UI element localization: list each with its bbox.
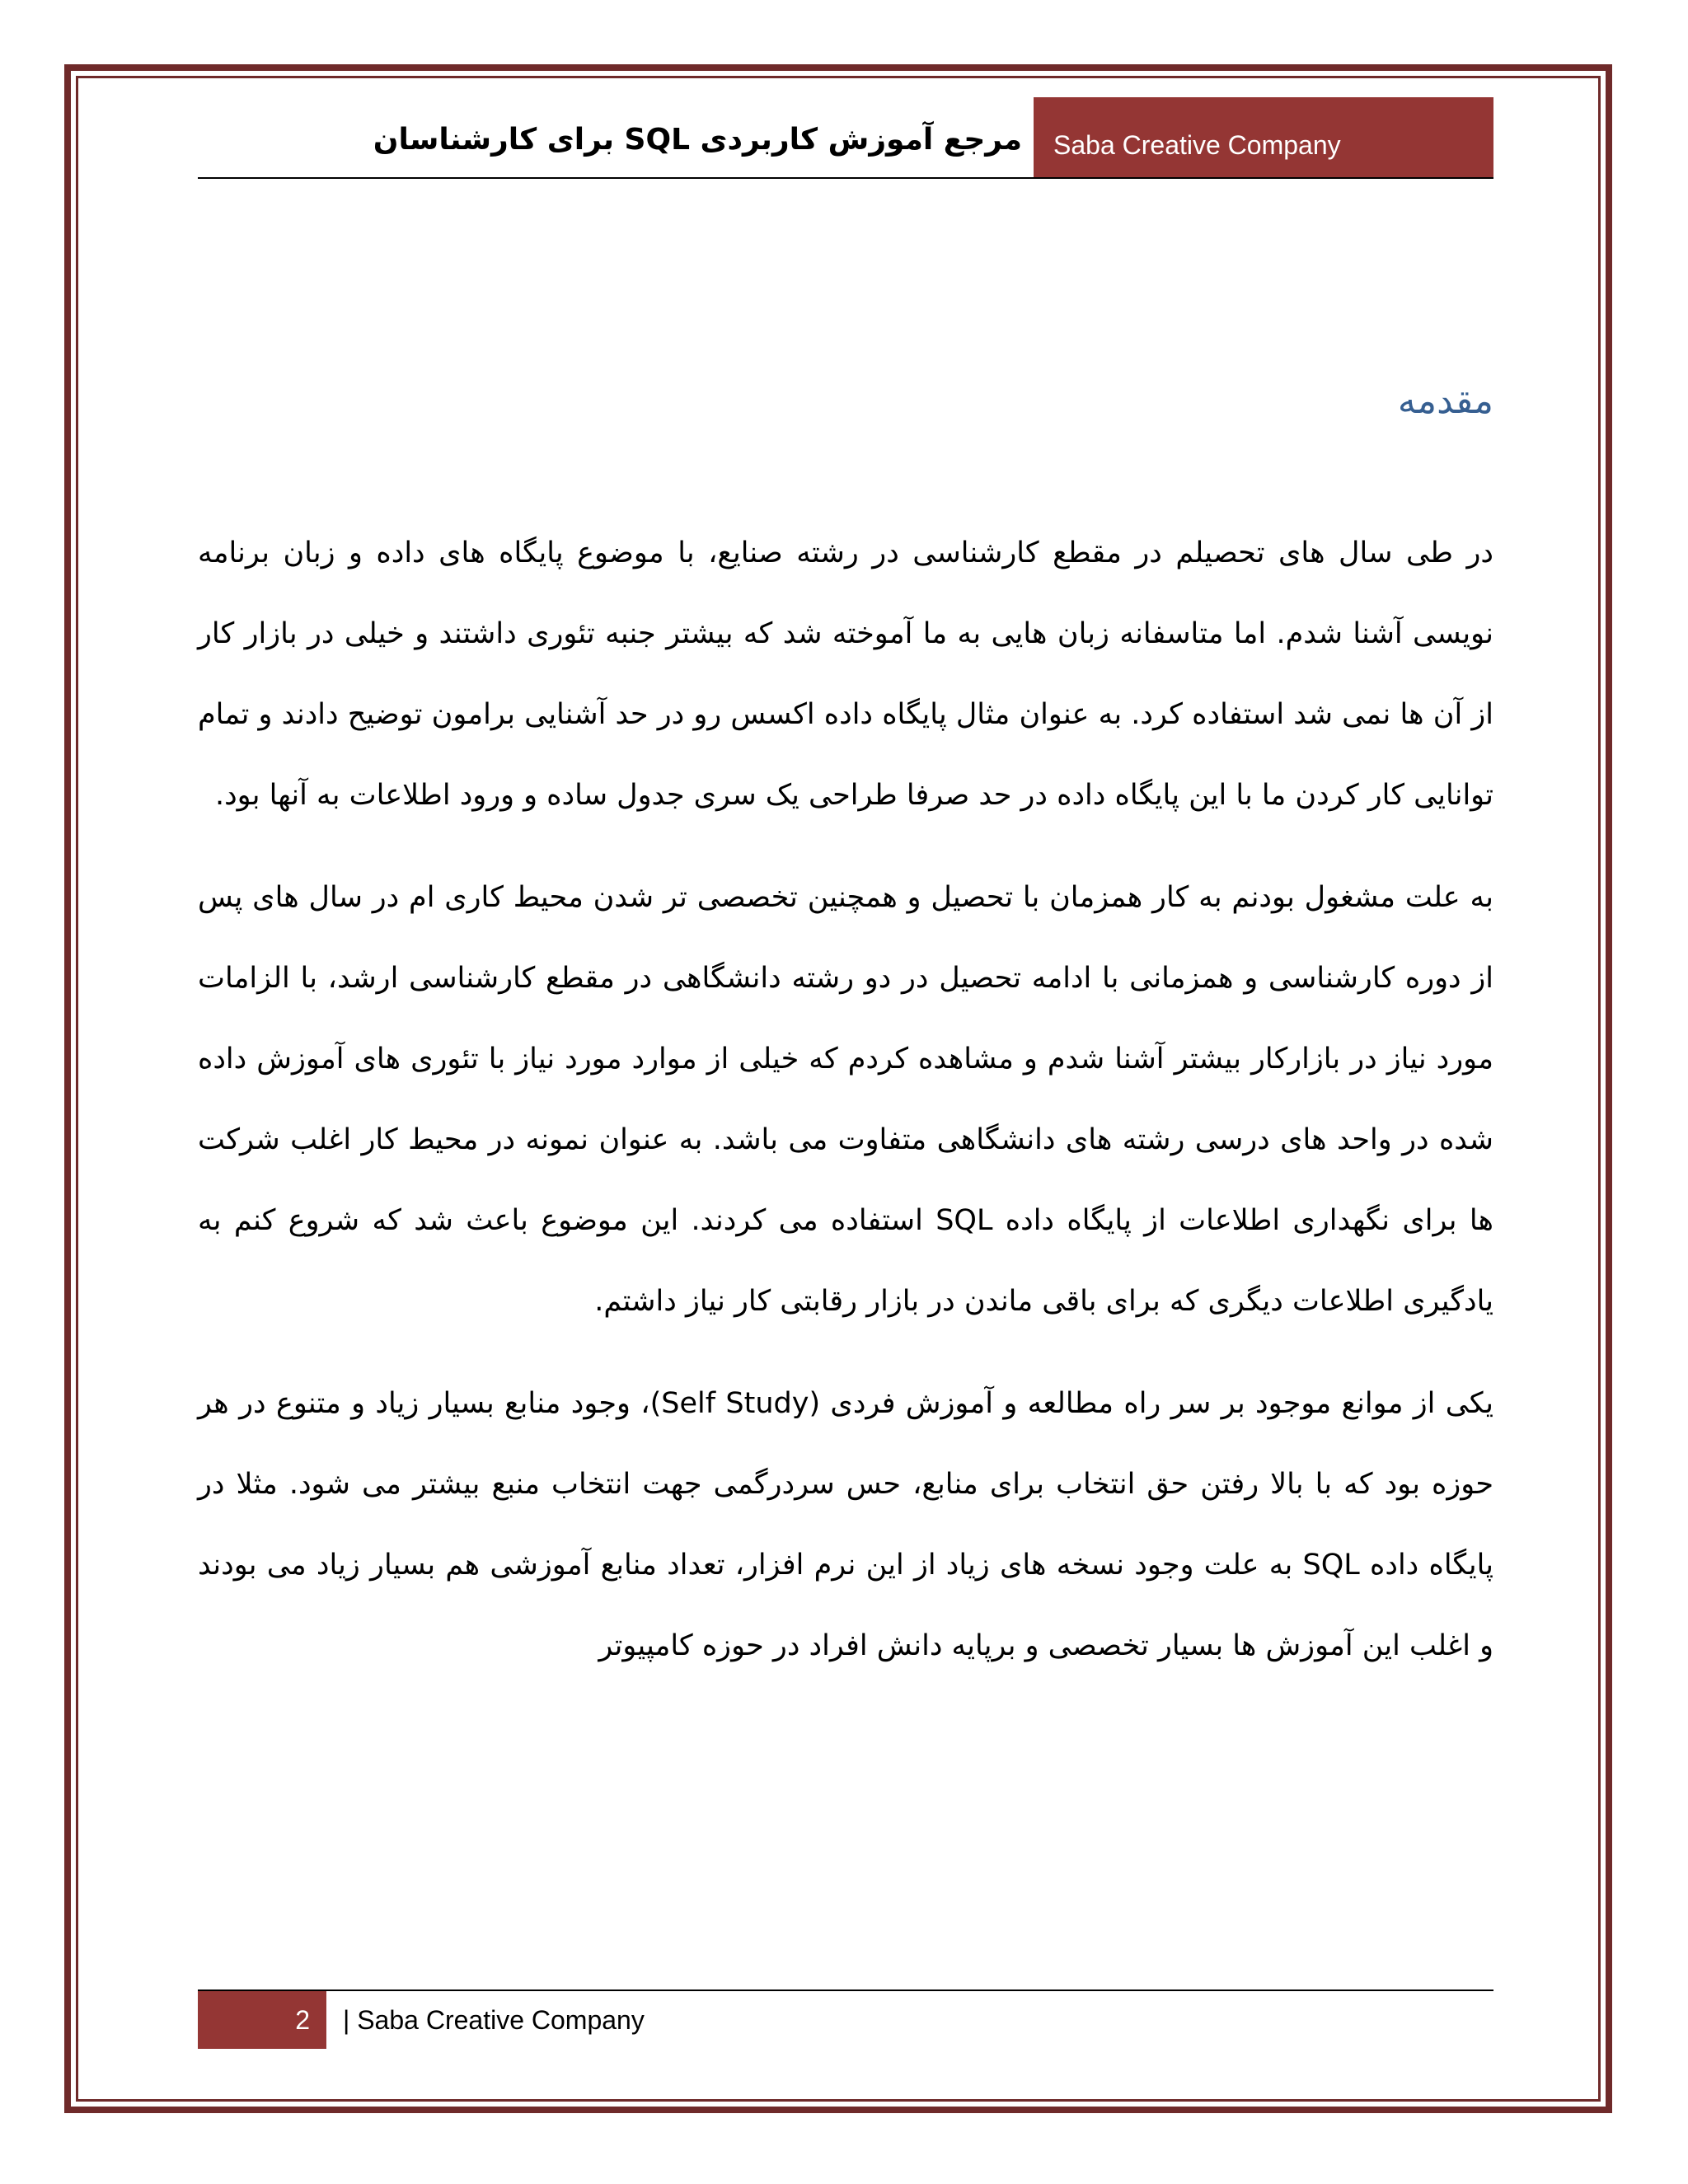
paragraph: در طی سال های تحصیلم در مقطع کارشناسی در رشته صنایع، با موضوع پایگاه های داده و زبان برنامه نویسی آشنا شدم. اما متاسفانه زبان هایی به ما آموخته شد که بیشتر جنبه تئوری داشتند و خیلی در بازار کار از آن ها نمی شد استفاده کرد. به عنوان مثال پایگاه داده اکسس رو در حد آشنایی برامون توضیح دادند و تمام توانایی کار کردن ما با این پایگاه داده در حد صرفا طراحی یک سری جدول ساده و ورود اطلاعات به آنها بود. (198, 537, 1493, 812)
header-title: مرجع آموزش کاربردی SQL برای کارشناسان (373, 123, 1022, 157)
paragraph: یکی از موانع موجود بر سر راه مطالعه و آموزش فردی (Self Study)، وجود منابع بسیار زیاد و متنوع در هر حوزه بود که با بالا رفتن حق انتخاب برای منابع، حس سردرگمی جهت انتخاب منبع بیشتر می شود. مثلا در پایگاه داده SQL به علت وجود نسخه های زیاد از این نرم افزار، تعداد منابع آموزشی هم بسیار زیاد می بودند و اغلب این آموزش ها بسیار تخصصی و برپایه دانش افراد در حوزه کامپیوتر (198, 1387, 1493, 1662)
header-company-badge: Saba Creative Company (1034, 97, 1493, 178)
paragraph: به علت مشغول بودنم به کار همزمان با تحصیل و همچنین تخصصی تر شدن محیط کاری ام در سال های پس از دوره کارشناسی و همزمانی با ادامه تحصیل در دو رشته دانشگاهی در مقطع کارشناسی ارشد، با الزامات مورد نیاز در بازارکار بیشتر آشنا شدم و مشاهده کردم که خیلی از موارد مورد نیاز با تئوری های آموزش داده شده در واحد های درسی رشته های دانشگاهی متفاوت می باشد. به عنوان نمونه در محیط کار اغلب شرکت ها برای نگهداری اطلاعات از پایگاه داده SQL استفاده می کردند. این موضوع باعث شد که شروع کنم به یادگیری اطلاعات دیگری که برای باقی ماندن در بازار رقابتی کار نیاز داشتم. (198, 881, 1493, 1318)
header-divider (198, 177, 1493, 179)
section-heading: مقدمه (1397, 380, 1493, 422)
page-number: 2 (198, 1991, 326, 2049)
footer-company: | Saba Creative Company (343, 2005, 645, 2035)
body-text (198, 513, 1493, 1708)
